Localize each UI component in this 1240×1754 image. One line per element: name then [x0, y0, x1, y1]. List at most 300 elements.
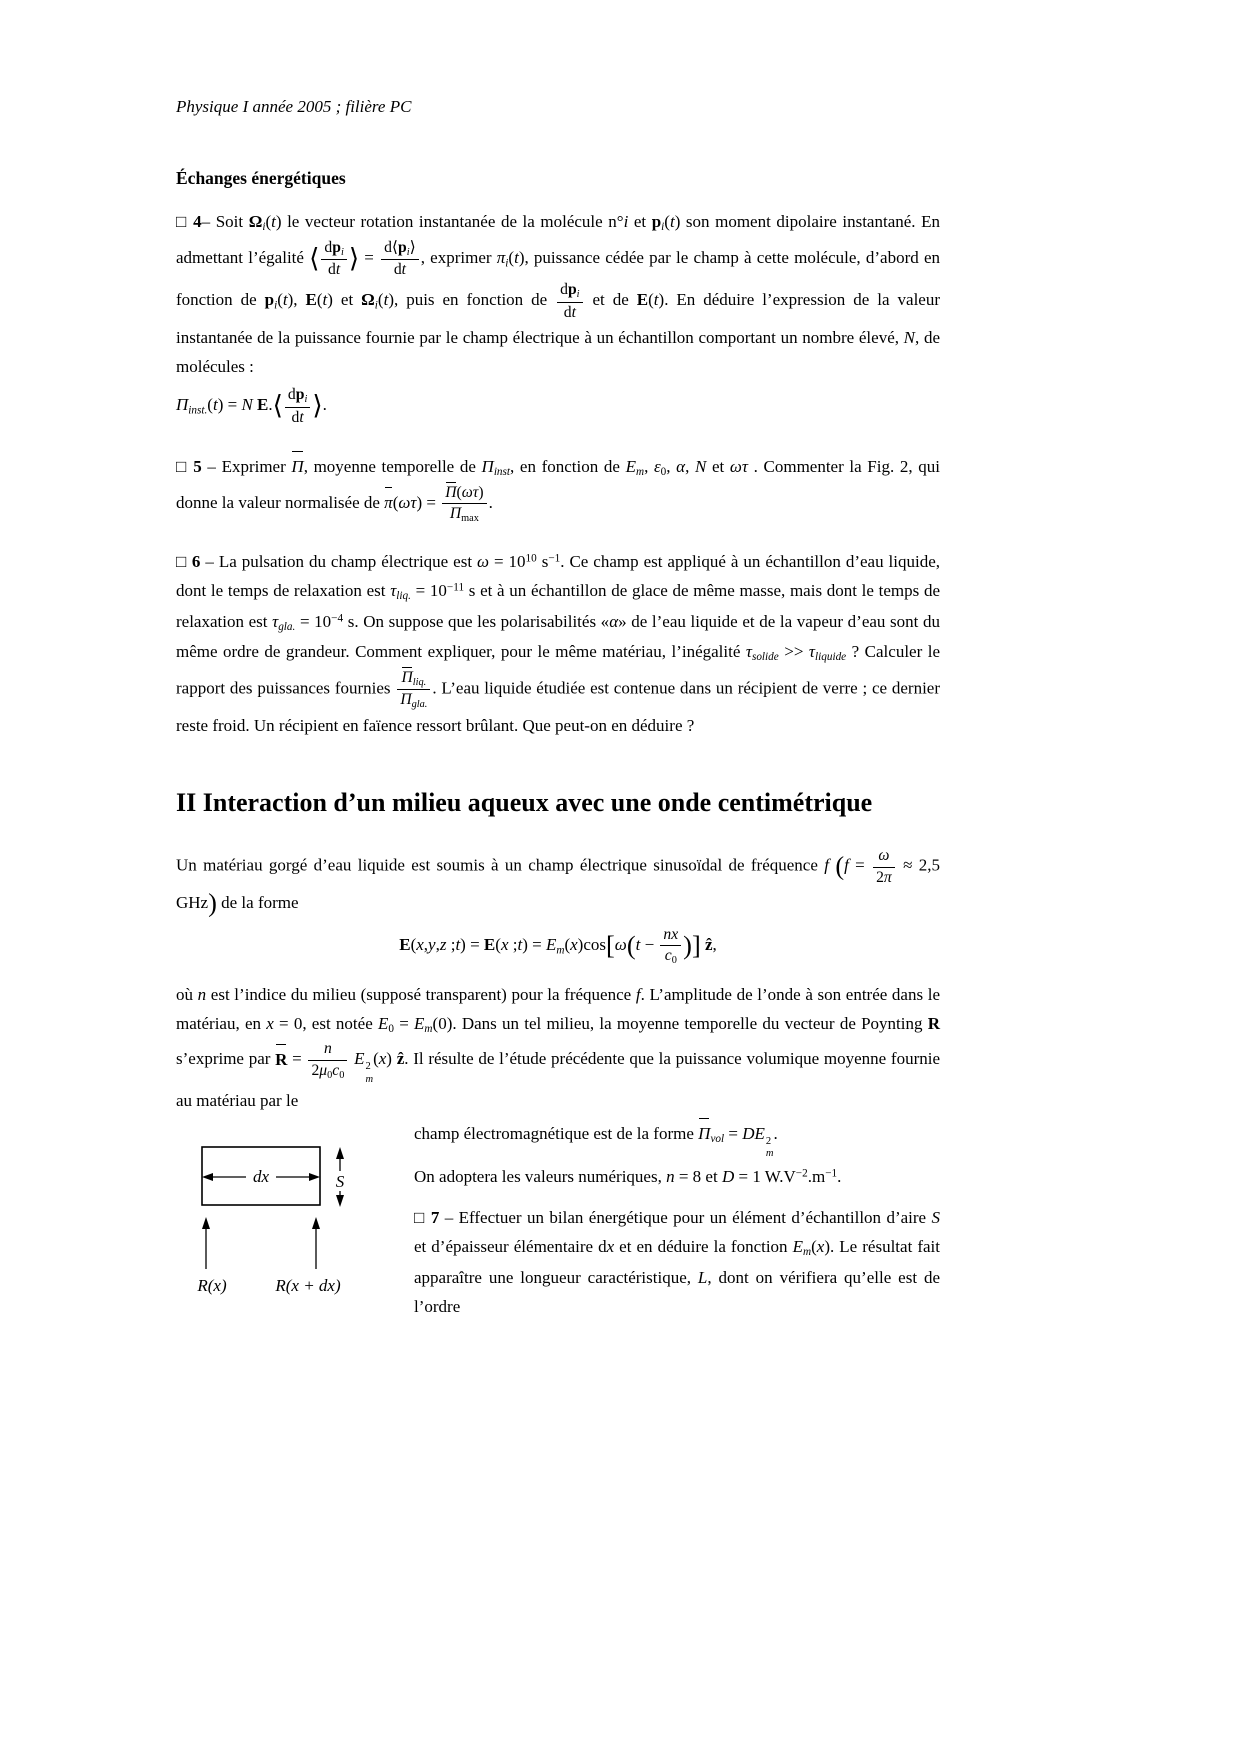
fraction-numerator [442, 483, 486, 503]
fraction-numerator [285, 385, 310, 406]
equation-electric-field [176, 925, 940, 968]
text-run: π [883, 868, 892, 886]
text-run: □ 7 [414, 1208, 440, 1228]
text-run: −1 [825, 1167, 838, 1180]
stack-subscript: m [365, 1073, 374, 1085]
text-run: ( [564, 935, 571, 955]
text-run: ⟩ [312, 391, 323, 421]
text-run: N [903, 328, 916, 347]
text-run: E [636, 290, 649, 310]
math-fraction [308, 1039, 347, 1082]
text-run: m [803, 1246, 812, 1259]
text-run: R [275, 1045, 287, 1074]
text-run: 0 [660, 466, 667, 479]
text-run: 2 [311, 1061, 320, 1079]
fraction-numerator [660, 925, 681, 945]
fraction-numerator [557, 280, 582, 301]
text-run: ẑ [704, 935, 713, 955]
fraction-denominator [442, 503, 486, 525]
fraction-denominator [308, 1060, 347, 1082]
text-run: ) = [217, 395, 242, 415]
text-run: nx [663, 926, 679, 944]
stack-superscript: 2 [765, 1135, 772, 1147]
text-run: m [556, 944, 565, 957]
text-run: τ [808, 642, 815, 662]
text-run: s [536, 552, 549, 572]
text-run: i [374, 299, 378, 312]
text-run: ⟨ [272, 391, 283, 421]
paragraph-numeric-values [414, 1162, 940, 1191]
text-run: DE [742, 1123, 765, 1143]
text-run: E [257, 395, 269, 415]
fraction-denominator [321, 259, 346, 280]
text-run: liq. [412, 676, 427, 688]
text-run: , moyenne temporelle de [303, 457, 482, 477]
text-run: i [262, 221, 266, 234]
figure-side-text [414, 1119, 945, 1321]
text-run: ( [277, 290, 283, 310]
text-run: , dont on vérifiera qu’elle est de l’ordre [414, 1267, 945, 1316]
fraction-numerator [873, 846, 895, 866]
text-run: , [685, 457, 695, 477]
slab-figure-svg [186, 1139, 414, 1297]
text-run: (0) [432, 1014, 453, 1034]
paragraph-medium-description [176, 980, 945, 1115]
text-run: ω [878, 847, 890, 865]
text-run: ( [648, 290, 654, 310]
text-run: solide [751, 651, 779, 664]
text-run: Ω [248, 212, 263, 232]
text-run: ). En déduire l’expression de la valeur instantanée de la puissance fournie par le champ électrique à un échantillon comportant un nombre élevé, [176, 290, 945, 347]
text-run: . Dans un tel milieu, la moyenne temporelle du vecteur de Poynting [452, 1014, 928, 1034]
fraction-numerator [308, 1039, 347, 1059]
text-run: ( [626, 931, 636, 961]
text-run: ( [392, 492, 399, 512]
text-run: μ [319, 1061, 328, 1079]
dx-arrowhead-right [309, 1173, 320, 1181]
text-run: 2 [876, 868, 884, 886]
text-run: et en déduire la fonction [614, 1237, 793, 1257]
math-fraction [442, 483, 486, 526]
text-run: −11 [446, 581, 465, 594]
text-run: . Le résultat fait apparaître une longueur caractéristique, [414, 1237, 945, 1287]
text-run: p [567, 281, 577, 299]
fraction-denominator [397, 689, 430, 711]
sup-sub-stack [365, 1061, 373, 1085]
math-fraction [397, 668, 430, 712]
text-run: ( [495, 935, 501, 955]
text-run: E [305, 290, 317, 310]
text-run: . [488, 492, 493, 512]
document-title: Physique I année 2005 ; filière PC [176, 97, 412, 116]
text-run: = [393, 1014, 415, 1034]
text-run: t [401, 261, 406, 279]
r-x-dx-label: R(x + dx) [275, 1275, 341, 1295]
text-run: est l’indice du milieu (supposé transparent) pour la fréquence [206, 984, 636, 1004]
text-run: liq. [396, 590, 411, 603]
text-run: E [483, 935, 496, 955]
text-run: t [271, 212, 276, 232]
math-fraction [557, 280, 582, 323]
text-run: = 10 [489, 552, 526, 572]
paragraph-question-5 [176, 452, 945, 525]
text-run: τ [272, 611, 279, 631]
text-run: , exprimer [420, 247, 497, 267]
text-run: >> [778, 642, 809, 662]
text-run: □ 5 [176, 457, 202, 477]
text-run: ω [477, 552, 490, 572]
text-run: 0 [388, 1023, 394, 1036]
text-run: L [697, 1267, 708, 1287]
text-run: ⟨ [391, 238, 399, 256]
text-run: ωτ [398, 492, 417, 512]
text-run: π [384, 488, 393, 517]
text-run: i [304, 394, 308, 406]
math-fraction [381, 238, 419, 281]
text-run: ), [287, 290, 306, 310]
text-run: p [332, 238, 341, 256]
text-run: .m [807, 1166, 826, 1186]
text-run: t [335, 261, 341, 279]
text-run: E [625, 457, 636, 477]
stack-subscript: m [765, 1147, 774, 1159]
math-fraction [321, 238, 346, 281]
text-run: Π [400, 690, 411, 710]
text-run: S [931, 1208, 940, 1228]
text-run: ), puis en fonction de [388, 290, 556, 310]
text-run: d [328, 261, 336, 279]
text-run: z [439, 935, 447, 955]
text-run: ( [835, 851, 845, 881]
text-run: N [241, 395, 253, 415]
dx-arrowhead-left [202, 1173, 213, 1181]
dx-label: dx [252, 1166, 270, 1186]
page-header [176, 92, 940, 121]
text-run: − [640, 935, 659, 955]
text-run: m [424, 1023, 433, 1036]
subsection-heading-echanges: Échanges énergétiques [176, 168, 346, 189]
text-run: −2 [795, 1167, 808, 1180]
sup-sub-stack [766, 1136, 774, 1160]
text-run: d [324, 238, 333, 256]
text-run: π [496, 247, 506, 267]
text-run: f [824, 856, 829, 875]
text-run: t [514, 247, 519, 267]
text-run: ( [456, 483, 462, 501]
text-run: – Effectuer un bilan énergétique pour un élément d’échantillon d’aire [439, 1208, 932, 1228]
text-run: α [676, 457, 686, 477]
text-run: t [322, 290, 328, 310]
text-run: – La pulsation du champ électrique est [200, 552, 478, 572]
text-run: x [416, 935, 424, 955]
text-run: D [721, 1166, 735, 1186]
text-run: 0 [327, 1069, 333, 1081]
text-run: . [268, 395, 273, 415]
text-run: τ [745, 642, 752, 662]
paragraph-question-4 [176, 207, 945, 381]
text-run: où [176, 984, 198, 1004]
text-run: gla. [278, 620, 296, 633]
text-run: , [423, 935, 429, 955]
figure-sample-slab [176, 1119, 414, 1321]
text-run: s. On suppose que les polarisabilités « [343, 611, 610, 631]
text-run: E [399, 935, 411, 955]
text-run: N [695, 457, 707, 477]
paragraph-question-7 [414, 1203, 945, 1321]
text-run: f [844, 856, 849, 875]
text-run: ) = [460, 935, 484, 955]
text-run: x [266, 1014, 274, 1034]
text-run: p [264, 290, 275, 310]
text-run: t [571, 303, 576, 321]
text-run: Ω [361, 290, 375, 310]
text-run: α [609, 611, 619, 631]
text-run: = 8 et [674, 1166, 722, 1186]
text-run: 0 [671, 955, 677, 967]
text-run: x [816, 1237, 825, 1257]
text-run: t [383, 290, 389, 310]
flux-arrowhead-right [312, 1217, 320, 1229]
text-run: champ électromagnétique est de la forme [414, 1123, 699, 1143]
text-run: p [651, 212, 662, 232]
text-run: t [455, 935, 461, 955]
text-run: 10 [525, 552, 537, 565]
text-run: x [606, 1237, 615, 1257]
equation-pi-inst [176, 385, 940, 428]
math-fraction [660, 925, 681, 968]
text-run: ? Calculer le rapport des puissances fournies [176, 642, 945, 698]
text-run: p [295, 386, 305, 404]
fraction-numerator [321, 238, 346, 259]
text-run: . L’amplitude de l’onde à son entrée dans le matériau, en [176, 984, 945, 1034]
text-run: ), puissance cédée par le champ à cette molécule, d’abord en fonction de [176, 247, 945, 310]
text-run: = 1 W.V [734, 1166, 796, 1186]
text-run: i [623, 212, 629, 232]
text-run: max [461, 512, 479, 524]
text-run: p [398, 238, 407, 256]
text-run: t [635, 935, 641, 955]
text-run: d [393, 261, 402, 279]
text-run: i [661, 221, 665, 234]
text-run: On adoptera les valeurs numériques, [414, 1166, 667, 1186]
text-run: ) = [522, 935, 546, 955]
fraction-denominator [285, 407, 310, 428]
text-run: d [291, 408, 300, 426]
section-heading-ii: II Interaction d’un milieu aqueux avec une onde centimétrique [176, 788, 873, 818]
text-run: x [570, 935, 578, 955]
text-run: t [653, 290, 659, 310]
text-run: = 0, est notée [273, 1014, 378, 1034]
text-run: −1 [548, 552, 561, 565]
text-run: t [282, 290, 288, 310]
figure-and-text-row [176, 1119, 945, 1321]
text-run: ωτ [461, 483, 479, 501]
fraction-denominator [660, 945, 681, 967]
text-run: t [299, 408, 304, 426]
text-run: . [837, 1166, 842, 1186]
math-fraction [285, 385, 310, 428]
text-run: ( [377, 290, 384, 310]
text-run: et [706, 457, 730, 477]
text-run: inst [493, 466, 511, 479]
math-fraction [873, 846, 895, 888]
text-run: ( [508, 247, 515, 267]
text-run: c [664, 947, 672, 965]
s-label: S [335, 1171, 345, 1191]
text-run: i [576, 289, 580, 301]
text-run: ẑ [396, 1049, 405, 1069]
text-run: Π [291, 452, 303, 481]
text-run: Π [698, 1119, 710, 1148]
text-run: n [666, 1166, 675, 1186]
text-run: ⟩ [409, 238, 416, 256]
text-run: Π [450, 504, 461, 524]
text-run: [ [606, 931, 615, 961]
text-run: ( [373, 1049, 379, 1069]
text-run: Π [445, 483, 456, 503]
fraction-numerator [381, 238, 419, 259]
text-run: . [322, 395, 327, 415]
text-run: i [340, 246, 344, 258]
stack-superscript: 2 [365, 1061, 371, 1073]
text-run: m [635, 466, 645, 479]
text-run: ( [207, 395, 213, 415]
text-run: ) [683, 931, 692, 961]
text-run: n [197, 984, 207, 1004]
text-run: vol [710, 1133, 725, 1146]
text-run: ) et [327, 290, 362, 310]
text-run: τ [390, 581, 397, 601]
text-run: , [435, 935, 440, 955]
fraction-numerator [397, 668, 430, 689]
text-run: ] [691, 931, 701, 961]
text-run: ω [614, 935, 627, 955]
text-run: » de l’eau liquide et de la vapeur d’eau sont du même ordre de grandeur. Comment expliquer, pour le même matériau, l’inégalité [176, 611, 945, 662]
text-run: ε [653, 457, 661, 477]
text-run: x [378, 1049, 387, 1069]
text-run: f [635, 984, 641, 1004]
text-run: , [666, 457, 677, 477]
text-run: , de molécules : [176, 328, 945, 377]
text-run: = 10 [295, 611, 332, 631]
text-run: et [628, 212, 652, 232]
text-run: ≈ 2,5 GHz [176, 856, 945, 912]
text-run: □ 6 [176, 552, 201, 572]
text-run: i [274, 299, 278, 312]
text-run: = [287, 1049, 307, 1069]
text-run: t [669, 212, 675, 232]
text-run: Π [481, 457, 494, 477]
text-run: ) [478, 483, 484, 501]
text-run: E [354, 1049, 365, 1069]
text-run: ( [811, 1237, 817, 1257]
text-run: E [792, 1237, 803, 1257]
fraction-denominator [381, 259, 419, 280]
text-run: E [414, 1014, 425, 1034]
text-run: Un matériau gorgé d’eau liquide est soumis à un champ électrique sinusoïdal de fréquence [176, 856, 825, 875]
text-run: c [332, 1061, 340, 1079]
text-run: ; [508, 935, 518, 955]
text-run: ( [410, 935, 417, 955]
text-run: ⟨ [309, 243, 320, 273]
text-run: R [927, 1014, 941, 1034]
text-run: x [500, 935, 509, 955]
text-run: ) [824, 1237, 830, 1257]
text-run: Π [401, 668, 412, 688]
text-run: n [323, 1040, 332, 1058]
text-run: cos [583, 935, 607, 955]
s-arrowhead-down [336, 1195, 344, 1207]
text-run: . [773, 1123, 778, 1143]
text-run: t [212, 395, 218, 415]
text-run: 0 [339, 1069, 345, 1081]
text-run: ( [664, 212, 670, 232]
text-run: ) = [416, 492, 441, 512]
r-x-label: R(x) [197, 1275, 227, 1295]
text-run: . Il résulte de l’étude précédente que la puissance volumique moyenne fournie au matériau par le [176, 1049, 945, 1110]
text-run: – Exprimer [201, 457, 292, 477]
text-run: , en fonction de [510, 457, 626, 477]
text-run: et de [584, 290, 637, 310]
text-run: d [287, 386, 296, 404]
text-run: ( [265, 212, 272, 232]
text-run: i [505, 257, 509, 270]
text-run: . Commenter la Fig. 2, qui donne la valeur normalisée de [176, 457, 945, 512]
text-run: −4 [331, 612, 344, 625]
text-run: d [563, 303, 572, 321]
text-run: . L’eau liquide étudiée est contenue dans un récipient de verre ; ce dernier reste froid. Un récipient en faïence ressort brûlant. Que peut-on en déduire ? [176, 678, 945, 736]
text-run: s’exprime par [176, 1014, 945, 1069]
text-run: ) [208, 888, 217, 918]
text-run: y [428, 935, 436, 955]
text-run: = [359, 247, 380, 267]
text-run: ) [577, 935, 584, 955]
text-run: gla. [411, 698, 428, 710]
text-run: = [724, 1123, 743, 1143]
paragraph-power-form [414, 1119, 940, 1160]
text-run: = 10 [410, 581, 447, 601]
text-run: ) son moment dipolaire instantané. En admettant l’égalité [176, 212, 945, 267]
text-run: i [406, 246, 410, 258]
text-run: □ 4 [176, 212, 202, 232]
text-run: et d’épaisseur élémentaire d [414, 1208, 945, 1257]
text-run: d [560, 281, 568, 299]
text-run: t [517, 935, 523, 955]
text-run: E [377, 1014, 389, 1034]
text-run: = [848, 856, 872, 875]
s-arrowhead-up [336, 1147, 344, 1159]
text-run: liquide [815, 651, 847, 664]
paragraph-question-6 [176, 547, 945, 740]
text-run: ωτ [729, 457, 748, 477]
text-run: inst. [188, 404, 208, 417]
fraction-denominator [557, 302, 582, 323]
text-run: E [545, 935, 557, 955]
text-run: ; [446, 935, 456, 955]
fraction-denominator [873, 867, 895, 888]
text-run: ⟩ [348, 243, 360, 273]
text-run: – Soit [201, 212, 249, 232]
text-run: ( [316, 290, 323, 310]
text-run: s et à un échantillon de glace de même masse, mais dont le temps de relaxation est [176, 581, 945, 631]
text-run: ) [386, 1049, 392, 1069]
text-run: ) le vecteur rotation instantanée de la molécule n° [275, 212, 624, 232]
text-run: Π [176, 395, 189, 415]
paragraph-section2-intro [176, 846, 945, 918]
flux-arrowhead-left [202, 1217, 210, 1229]
text-run: , [712, 935, 717, 955]
text-run: , [644, 457, 654, 477]
